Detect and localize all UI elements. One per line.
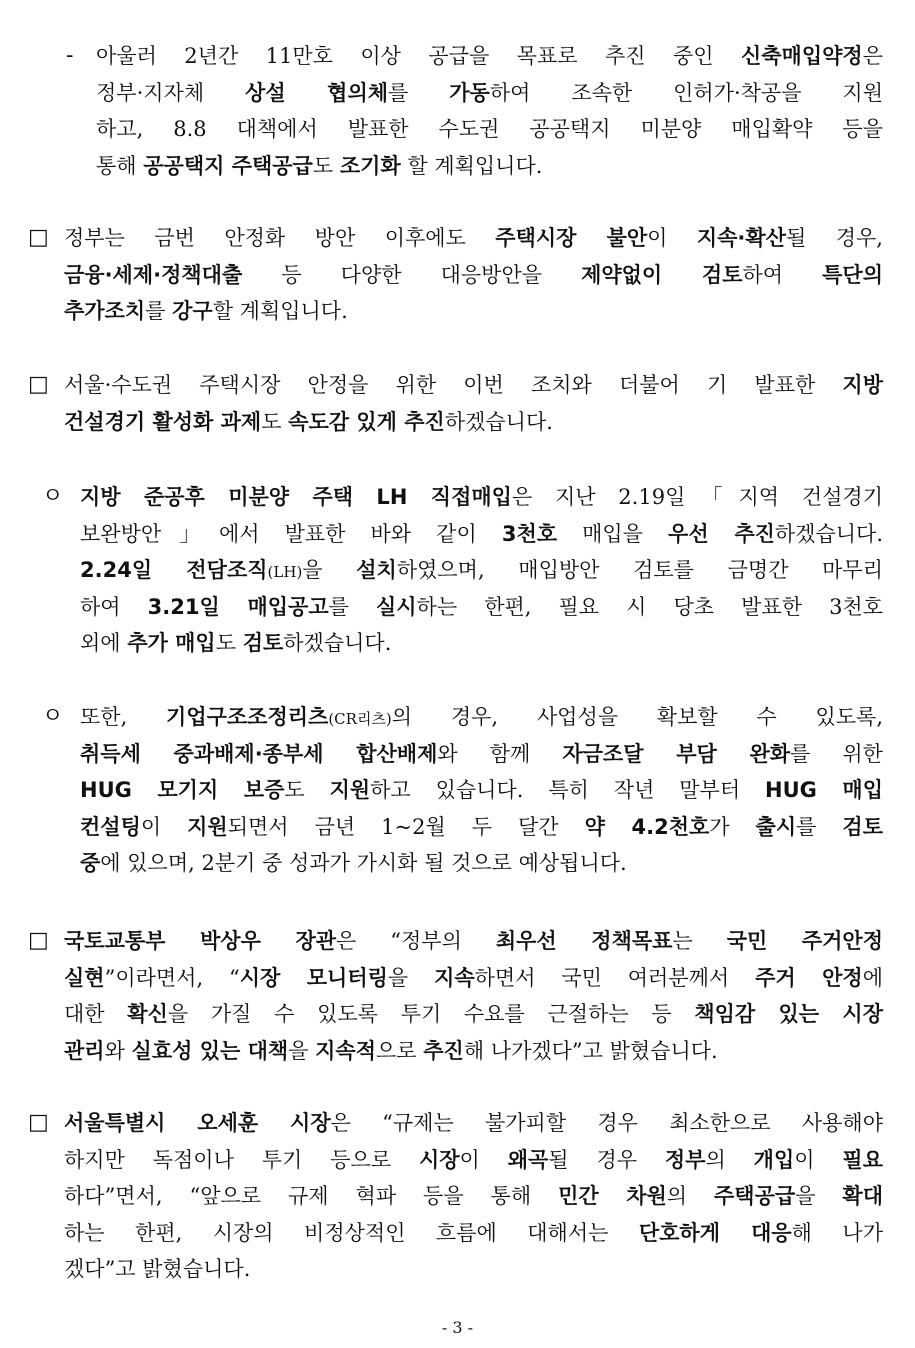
bold-phrase: 확신 [127,1002,168,1027]
text-run: 될 경우 [548,1147,665,1172]
text-line [64,1251,883,1287]
bold-phrase: 지속 [434,965,475,990]
text-run: 를 위한 [790,741,883,766]
bold-phrase: 중 [80,851,101,876]
text-line [80,809,883,845]
text-line [80,699,883,735]
bold-phrase: 가동 [449,80,490,105]
text-line [64,293,883,329]
text-line [96,75,883,111]
bold-phrase: 건설경기 활성화 과제 [64,409,262,434]
text-line [64,1142,883,1178]
text-line [80,589,883,625]
text-run: 은 [862,44,883,68]
text-run: 을 가질 수 있도록 투기 수요를 근절하는 등 [167,1002,695,1027]
text-run: 하겠습니다. [774,521,883,546]
text-run: 의 [666,1184,715,1209]
text-line [80,736,883,772]
text-run: 하다”면서, “앞으로 규제 혁파 등을 통해 [64,1184,559,1209]
text-run: 하는 한편, 시장의 비정상적인 흐름에 대해서는 [64,1220,639,1245]
text-run: 하여 조속한 인허가·착공을 지원 [489,80,883,105]
bold-phrase: 검토 [842,814,883,839]
text-run: 를 [328,594,376,619]
bold-phrase: 지방 준공후 미분양 주택 LH 직접매입 [80,485,512,509]
bold-phrase: 약 4.2천호 [584,814,710,839]
bold-phrase: 민간 차원 [558,1184,667,1209]
text-line [96,111,883,147]
text-run: 아울러 2년간 11만호 이상 공급을 목표로 추진 중인 [96,44,741,68]
text-line [64,367,883,403]
text-run: 을 [288,1038,316,1063]
text-run: 하였으며, 매입방안 검토를 금명간 마무리 [396,558,883,583]
text-run: 통해 [96,153,144,178]
text-run: 을 [795,1184,843,1209]
text-line [80,552,883,588]
text-run: 할 계획입니다. [212,299,348,324]
text-run: 이 [459,1147,508,1172]
bold-phrase: 취득세 중과배제·종부세 합산배제 [80,741,438,766]
bold-phrase: 지속·확산 [696,226,786,250]
text-run: 할 계획입니다. [400,153,543,178]
text-line [64,1033,883,1069]
bold-phrase: 지방 [842,373,883,397]
text-line [64,1105,883,1141]
bullet-marker: ㅇ [42,704,64,729]
text-run: 정부·지자체 [96,80,246,105]
text-line [96,38,883,74]
text-run: 도 [215,631,243,656]
text-run: 를 [145,299,173,324]
bullet-marker: □ [28,1110,49,1135]
bold-phrase: 추진 [423,1038,464,1063]
text-run: 은 “정부의 [336,929,496,953]
text-run: 의 [705,1147,754,1172]
text-run: 를 [796,814,843,839]
text-line [64,220,883,256]
text-run: 이 [140,814,188,839]
text-run: 등 다양한 대응방안을 [242,262,582,287]
text-run: 해 나가 [791,1220,883,1245]
bold-phrase: 최우선 정책목표 [495,929,673,953]
bold-phrase: 국토교통부 박상우 장관 [64,929,337,953]
bold-phrase: 지원 [187,814,228,839]
text-run: 하고 있습니다. 특히 작년 말부터 [370,778,766,803]
text-run: 하면서 국민 여러분께서 [474,965,756,990]
text-run: 매입을 [557,521,669,546]
text-run: 겠다”고 밝혔습니다. [64,1257,251,1282]
bullet-marker: - [66,43,74,68]
bold-phrase: 주택시장 불안 [495,226,648,250]
text-line [80,845,883,881]
bold-phrase: 공공택지 주택공급 [143,153,313,178]
bold-phrase: 강구 [172,299,213,324]
bold-phrase: 지속적 [315,1038,376,1063]
text-run: 또한, [80,705,167,729]
text-run: 도 [284,778,330,803]
bold-phrase: 책임감 있는 시장 [694,1002,884,1027]
text-run: 은 “규제는 불가피할 경우 최소한으로 사용해야 [330,1111,884,1135]
bold-phrase: 검토 [242,631,284,656]
text-line [64,257,883,293]
bold-phrase: 신축매입약정 [740,44,863,68]
text-line [80,479,883,515]
text-run: 와 [104,1038,132,1063]
text-run: 될 경우, [785,226,883,250]
text-run: 이 [647,226,697,250]
bold-phrase: 실효성 있는 대책 [131,1038,289,1063]
text-run: 대한 [64,1002,128,1027]
bold-phrase: 관리 [64,1038,105,1063]
bold-phrase: 금융·세제·정책대출 [64,262,243,287]
text-run: 를 [388,80,450,105]
bullet-marker: □ [28,372,49,397]
bold-phrase: 실현 [64,965,105,990]
bold-phrase: 왜곡 [507,1147,549,1172]
text-run: 에 있으며, 2분기 중 성과가 가시화 될 것으로 예상됩니다. [100,851,627,876]
bullet-marker: ㅇ [42,484,64,509]
bold-phrase: 정부 [664,1147,706,1172]
text-run: 은 지난 2.19일「지역 건설경기 [511,485,883,509]
text-run: 도 [312,153,340,178]
bold-phrase: 필요 [842,1147,883,1172]
bold-phrase: HUG 모기지 보증 [80,778,285,803]
text-line [80,625,883,661]
bold-phrase: 주택공급 [714,1184,796,1209]
text-line [64,923,883,959]
bold-phrase: 컨설팅 [80,814,141,839]
bold-phrase: 확대 [842,1184,883,1209]
bullet-marker: □ [28,928,49,953]
text-run: (CR리츠) [328,710,392,728]
page-number: - 3 - [441,1318,474,1337]
bold-phrase: 속도감 있게 추진 [288,409,445,434]
text-run: 하겠습니다. [283,631,392,656]
bold-phrase: 추가 매입 [127,631,216,656]
text-line [64,996,883,1032]
text-run: (LH) [267,563,303,582]
text-run: 하지만 독점이나 투기 등으로 [64,1147,419,1172]
bold-phrase: 추가조치 [64,299,146,324]
bold-phrase: 자금조달 부담 완화 [562,741,791,766]
text-line [64,1215,883,1251]
bold-phrase: 3천호 [501,521,558,546]
bold-phrase: 개입 [753,1147,795,1172]
bold-phrase: 주거 안정 [755,965,863,990]
text-run: 하겠습니다. [444,409,553,434]
text-run: 보완방안」에서 발표한 바와 같이 [80,521,502,546]
text-line [80,772,883,808]
text-run: 을 [387,965,435,990]
text-run: 하여 [742,262,823,287]
text-run: 하고, 8.8 대책에서 발표한 수도권 공공택지 미분양 매입확약 등을 [96,117,883,142]
bold-phrase: 단호하게 대응 [638,1220,792,1245]
text-run: 이 [794,1147,843,1172]
bold-phrase: 실시 [375,594,417,619]
bold-phrase: 우선 추진 [668,521,775,546]
bold-phrase: 상설 협의체 [245,80,389,105]
bold-phrase: 조기화 [339,153,401,178]
text-run: 하여 [80,594,148,619]
text-run: 되면서 금년 1~2월 두 달간 [227,814,585,839]
text-run: 서울·수도권 주택시장 안정을 위한 이번 조치와 더불어 기 발표한 [64,373,843,397]
bold-phrase: 시장 모니터링 [239,965,388,990]
text-run: 정부는 금번 안정화 방안 이후에도 [64,226,496,250]
bold-phrase: 지원 [329,778,371,803]
bold-phrase: 제약없이 검토 [581,262,743,287]
text-run: ”이라면서, “ [104,965,240,990]
text-run: 하는 한편, 필요 시 당초 발표한 3천호 [416,594,884,619]
text-line [80,516,883,552]
bold-phrase: 서울특별시 오세훈 시장 [64,1111,331,1135]
text-line [64,404,883,440]
bold-phrase: 2.24일 전담조직 [80,558,268,583]
bold-phrase: 국민 주거안정 [726,929,883,953]
text-run: 도 [261,409,289,434]
bold-phrase: 출시 [755,814,797,839]
bold-phrase: 특단의 [822,262,883,287]
text-line [96,148,883,184]
bold-phrase: HUG 매입 [765,778,884,803]
bold-phrase: 기업구조조정리츠 [166,705,329,729]
text-line [64,960,883,996]
text-run: 외에 [80,631,128,656]
bold-phrase: 3.21일 매입공고 [147,594,329,619]
bullet-marker: □ [28,225,49,250]
text-run: 해 나가겠다”고 밝혔습니다. [463,1038,718,1063]
text-run: 에 [862,965,883,990]
text-run: 의 경우, 사업성을 확보할 수 있도록, [391,705,883,729]
text-run: 을 [302,558,357,583]
text-line [64,1178,883,1214]
text-run: 와 함께 [437,741,563,766]
text-run: 가 [709,814,756,839]
bold-phrase: 시장 [418,1147,460,1172]
bold-phrase: 설치 [356,558,397,583]
text-run: 으로 [376,1038,424,1063]
text-run: 는 [672,929,727,953]
